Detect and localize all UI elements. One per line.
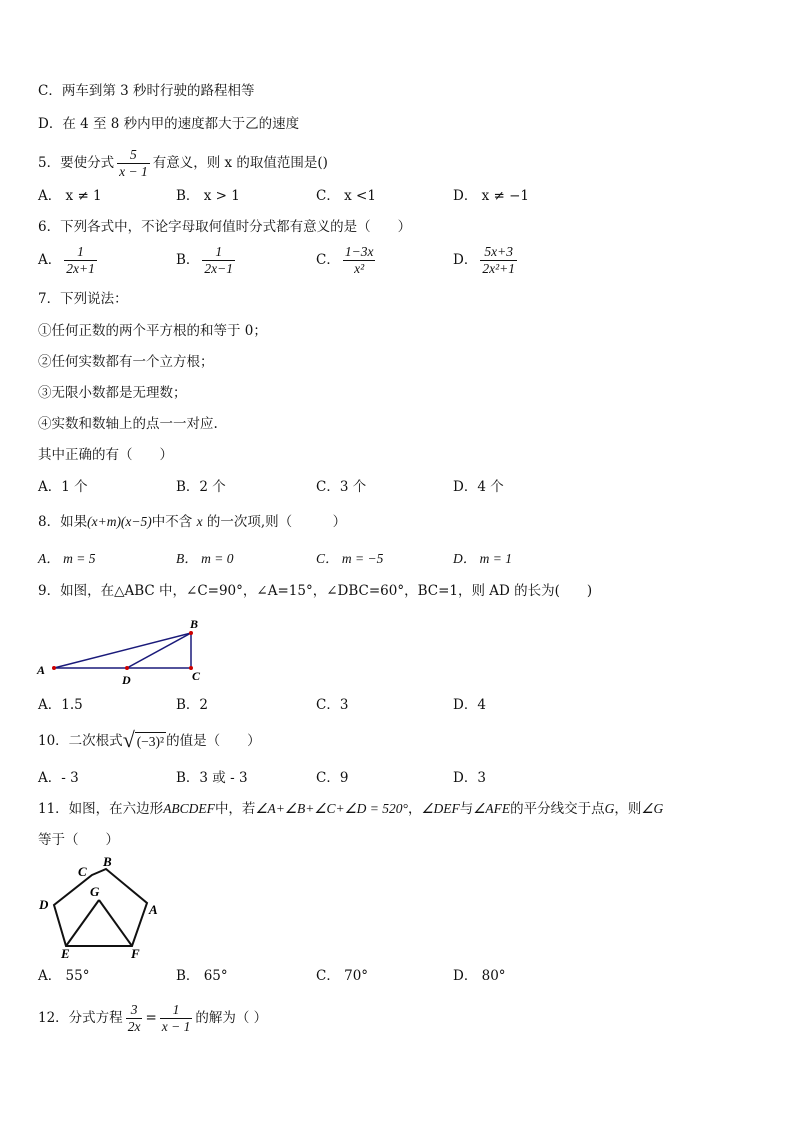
q12-stem xyxy=(38,1002,267,1035)
q11-hexagon-name: ABCDEF xyxy=(163,801,215,816)
q10-option-c: C．9 xyxy=(316,770,349,786)
q9-option-b: B．2 xyxy=(176,697,209,713)
q12-left-fraction xyxy=(126,1002,143,1035)
q7-stem: 7．下列说法： xyxy=(38,291,128,307)
q11-angle-def: ∠DEF xyxy=(421,801,460,816)
q10-suffix: 的值是（ ） xyxy=(166,733,261,749)
q5-stem xyxy=(38,147,328,180)
q10-option-d: D．3 xyxy=(453,770,486,786)
q5-fraction xyxy=(117,147,150,180)
q9-label-c: C xyxy=(192,669,201,683)
q12-right-numerator: 1 xyxy=(172,1002,180,1017)
q8-variable: x xyxy=(196,514,203,529)
q12-right-denominator: x − 1 xyxy=(161,1019,191,1034)
q6-a-denominator: 2x+1 xyxy=(66,261,95,276)
q8-option-a: A． m = 5 xyxy=(38,551,96,566)
q8-expression: (x+m)(x−5) xyxy=(87,514,152,529)
q5-option-d: D． x ≠ −1 xyxy=(453,188,530,204)
q11-stem-line2: 等于（ ） xyxy=(38,832,119,848)
q6-option-a xyxy=(38,244,100,277)
q9-triangle-figure xyxy=(34,614,214,688)
q7-statement-3: ③无限小数都是无理数； xyxy=(38,385,187,401)
q11-point-g: G xyxy=(604,801,615,816)
q6-option-c-label: C． xyxy=(316,252,340,268)
q9-stem: 9．如图，在△ABC 中，∠C=90°，∠A=15°，∠DBC=60°，BC=1，则 AD 的长为( ) xyxy=(38,583,593,599)
q6-c-numerator: 1−3x xyxy=(344,244,374,259)
q4-option-d: D．在 4 至 8 秒内甲的速度都大于乙的速度 xyxy=(38,116,300,132)
q11-then: ，则 xyxy=(614,801,642,817)
q11-label-a: A xyxy=(149,902,158,917)
q9-option-d: D．4 xyxy=(453,697,486,713)
q11-label-g: G xyxy=(90,884,100,899)
q5-denominator: x − 1 xyxy=(119,164,148,179)
q7-option-b: B．2 个 xyxy=(176,479,226,495)
sqrt-icon: √ xyxy=(122,726,135,752)
q9-option-c: C．3 xyxy=(316,697,349,713)
q11-condition: ∠A+∠B+∠C+∠D = 520° xyxy=(255,801,408,816)
q6-option-b xyxy=(176,244,238,277)
q11-middle: 中，若 xyxy=(214,801,256,817)
q7-option-c: C．3 个 xyxy=(316,479,367,495)
q6-d-numerator: 5x+3 xyxy=(484,244,513,259)
q11-separator: ， xyxy=(407,801,422,817)
q6-a-numerator: 1 xyxy=(77,244,84,259)
q6-b-denominator: 2x−1 xyxy=(204,261,234,276)
q7-statement-1: ①任何正数的两个平方根的和等于 0； xyxy=(38,323,267,339)
q7-statement-2: ②任何实数都有一个立方根； xyxy=(38,354,214,370)
q5-prefix: 5．要使分式 xyxy=(38,155,115,171)
q12-equals: = xyxy=(145,1010,157,1026)
q9-option-a: A．1.5 xyxy=(38,697,83,713)
q10-option-b: B．3 或 - 3 xyxy=(176,770,248,786)
q11-label-b: B xyxy=(103,856,112,869)
q8-stem xyxy=(38,512,346,532)
q7-statement-4: ④实数和数轴上的点一一对应. xyxy=(38,416,218,432)
q11-label-c: C xyxy=(78,864,87,879)
q8-option-d: D． m = 1 xyxy=(453,551,512,566)
q6-option-d-label: D． xyxy=(453,252,478,268)
q6-b-numerator: 1 xyxy=(215,244,223,259)
q7-option-a: A．1 个 xyxy=(38,479,88,495)
q10-radical xyxy=(122,726,166,752)
q10-radicand: (−3)² xyxy=(136,733,165,749)
q12-left-numerator: 3 xyxy=(130,1002,138,1017)
q11-stem-line1 xyxy=(38,799,663,819)
q11-label-e: E xyxy=(61,946,70,961)
q6-option-b-label: B． xyxy=(176,252,200,268)
q6-d-denominator: 2x²+1 xyxy=(482,261,515,276)
q8-middle: 中不含 xyxy=(151,514,193,530)
q5-option-b: B． x > 1 xyxy=(176,188,240,204)
q6-option-a-fraction xyxy=(64,244,97,277)
q8-prefix: 8．如果 xyxy=(38,514,88,530)
q11-bisector-text: 的平分线交于点 xyxy=(510,801,605,817)
q7-question: 其中正确的有（ ） xyxy=(38,447,173,463)
q9-label-d: D xyxy=(122,673,131,687)
q11-option-b: B． 65° xyxy=(176,968,228,984)
q11-option-a: A． 55° xyxy=(38,968,90,984)
q6-option-d xyxy=(453,244,520,277)
q6-option-c xyxy=(316,244,378,277)
q5-numerator: 5 xyxy=(130,147,137,162)
q9-label-b: B xyxy=(190,617,199,631)
q12-right-fraction xyxy=(160,1002,193,1035)
q6-c-denominator: x² xyxy=(343,260,376,277)
q11-label-f: F xyxy=(131,946,140,961)
q6-option-a-label: A． xyxy=(38,252,62,268)
q11-hexagon-figure xyxy=(34,856,164,962)
q11-option-d: D． 80° xyxy=(453,968,506,984)
q7-option-d: D．4 个 xyxy=(453,479,504,495)
q11-label-d: D xyxy=(39,897,49,912)
q10-option-a: A．- 3 xyxy=(38,770,79,786)
q5-suffix: 有意义，则 x 的取值范围是() xyxy=(152,155,328,171)
q6-option-b-fraction xyxy=(202,244,235,277)
q5-option-a: A． x ≠ 1 xyxy=(38,188,102,204)
q8-option-c: C． m = −5 xyxy=(316,551,384,566)
q12-suffix: 的解为（ ） xyxy=(195,1010,268,1026)
q11-option-c: C． 70° xyxy=(316,968,369,984)
q11-angle-afe: ∠AFE xyxy=(473,801,511,816)
q6-option-d-fraction xyxy=(480,244,517,277)
q11-prefix: 11．如图，在六边形 xyxy=(38,801,164,817)
q12-left-denominator: 2x xyxy=(127,1019,141,1034)
q12-prefix: 12．分式方程 xyxy=(38,1010,123,1026)
q8-option-b: B． m = 0 xyxy=(176,551,234,566)
q8-suffix: 的一次项,则（ ） xyxy=(206,514,347,530)
q11-and: 与 xyxy=(459,801,474,817)
q5-option-c: C． x <1 xyxy=(316,188,376,204)
q10-stem xyxy=(38,726,261,752)
q4-option-c: C．两车到第 3 秒时行驶的路程相等 xyxy=(38,83,255,99)
q6-option-c-fraction xyxy=(343,244,376,277)
q6-stem: 6．下列各式中，不论字母取何值时分式都有意义的是（ ） xyxy=(38,219,412,235)
q11-angle-g: ∠G xyxy=(641,801,664,816)
q9-label-a: A xyxy=(37,663,46,677)
q10-prefix: 10．二次根式 xyxy=(38,733,123,749)
